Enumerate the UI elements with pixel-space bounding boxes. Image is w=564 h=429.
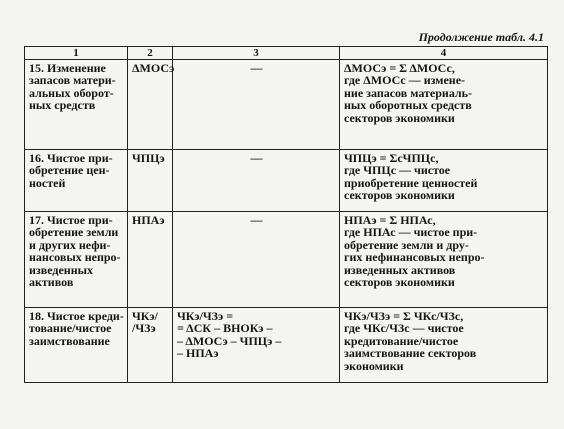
cell-line: изведенных активов (344, 262, 456, 277)
definition-cell (340, 308, 548, 383)
cell-line: где НПАс — чистое при- (344, 225, 478, 240)
cell-line: альных оборот- (29, 85, 114, 100)
header-row (25, 47, 548, 60)
formula-cell (173, 212, 340, 308)
cell-line: 18. Чистое креди- (29, 309, 124, 323)
cell-line: ΔМОСэ = Σ ΔМОСс, (344, 61, 455, 75)
cell-line: /ЧЗэ (132, 321, 156, 336)
cell-line: заимствование секторов (344, 346, 477, 361)
table-row (25, 308, 548, 383)
cell-line: ностей (29, 175, 66, 190)
cell-line: ние запасов материаль- (344, 85, 473, 100)
cell-line: кредитование/чистое (344, 333, 459, 348)
symbol-cell (128, 150, 173, 212)
cell-line: нансовых непро- (29, 250, 121, 265)
indicator-name-cell (25, 150, 128, 212)
cell-line: где ЧПЦс — чистое (344, 163, 451, 178)
formula-cell (173, 150, 340, 212)
cell-line: = ΔСК – ВНОКэ – (177, 321, 273, 336)
symbol-cell (128, 60, 173, 150)
cell-line: ΔМОСэ (132, 61, 175, 75)
header-cell-4: 4 (340, 47, 548, 60)
cell-line: гих нефинансовых непро- (344, 250, 485, 265)
table-caption: Продолжение табл. 4.1 (418, 30, 544, 44)
cell-line: секторов экономики (344, 188, 455, 203)
cell-line: – НПАэ (177, 346, 219, 361)
cell-line: тование/чистое (29, 321, 112, 336)
cell-line: ных оборотных средств (344, 98, 472, 113)
header-cell-3: 3 (173, 47, 340, 60)
symbol-cell (128, 308, 173, 383)
formula-cell (173, 308, 340, 383)
definition-cell (340, 150, 548, 212)
header-cell-1: 1 (25, 47, 128, 60)
cell-line: ЧПЦэ (132, 151, 165, 165)
cell-line: заимствование (29, 333, 110, 348)
cell-line: секторов экономики (344, 275, 455, 290)
cell-line: запасов матери- (29, 73, 116, 88)
cell-line: экономики (344, 358, 404, 373)
cell-line: ЧКэ/ЧЗэ = (177, 309, 234, 323)
cell-line: ЧПЦэ = ΣсЧПЦс, (344, 151, 439, 165)
cell-line: НПАэ (132, 213, 165, 227)
indicator-name-cell (25, 308, 128, 383)
formula-cell (173, 60, 340, 150)
definition-cell (340, 212, 548, 308)
header-cell-2: 2 (128, 47, 173, 60)
cell-line: где ΔМОСс — измене- (344, 73, 466, 88)
empty-dash: — (250, 151, 263, 165)
symbol-cell (128, 212, 173, 308)
cell-line: и других нефи- (29, 237, 111, 252)
cell-line: – ΔМОСэ – ЧПЦэ – (177, 333, 282, 348)
table-row (25, 60, 548, 150)
table-row (25, 212, 548, 308)
indicator-name-cell (25, 60, 128, 150)
empty-dash: — (250, 213, 263, 227)
cell-line: активов (29, 275, 74, 290)
cell-line: ЧКэ/ (132, 309, 158, 323)
data-table (24, 46, 548, 383)
table-row (25, 150, 548, 212)
cell-line: обретение земли (29, 225, 119, 240)
definition-cell (340, 60, 548, 150)
cell-line: где ЧКс/ЧЗс — чистое (344, 321, 464, 336)
cell-line: 15. Изменение (29, 61, 106, 75)
empty-dash: — (250, 61, 263, 75)
cell-line: ЧКэ/ЧЗэ = Σ ЧКс/ЧЗс, (344, 309, 464, 323)
cell-line: изведенных (29, 262, 93, 277)
cell-line: обретение земли и дру- (344, 237, 469, 252)
cell-line: НПАэ = Σ НПАс, (344, 213, 436, 227)
cell-line: 16. Чистое при- (29, 151, 113, 165)
cell-line: приобретение ценностей (344, 175, 478, 190)
indicator-name-cell (25, 212, 128, 308)
cell-line: 17. Чистое при- (29, 213, 113, 227)
cell-line: секторов экономики (344, 110, 455, 125)
cell-line: обретение цен- (29, 163, 110, 178)
cell-line: ных средств (29, 98, 96, 113)
